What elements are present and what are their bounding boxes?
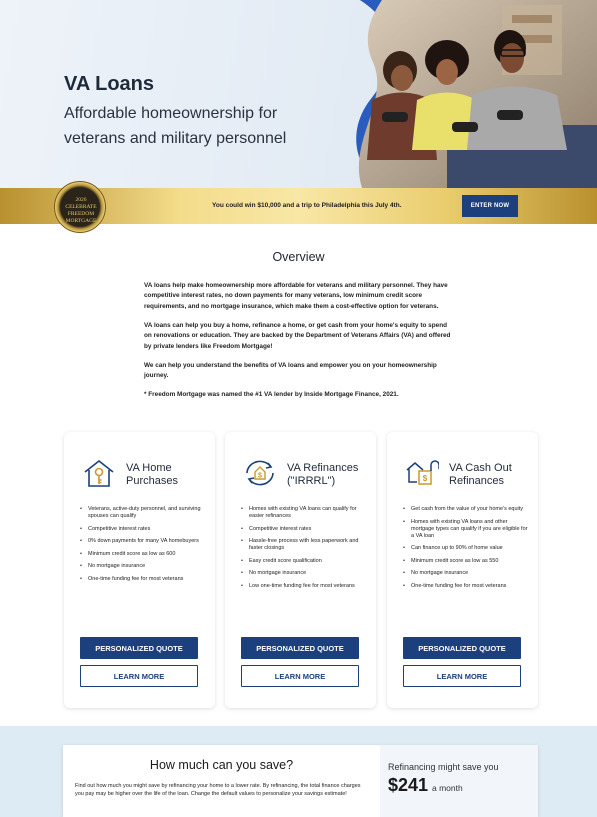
- house-key-icon: [82, 458, 116, 488]
- hero-subtitle: Affordable homeownership for veterans and military personnel: [64, 105, 287, 147]
- list-item: • Veterans, active-duty personnel, and surviving spouses can qualify: [80, 506, 208, 520]
- list-item: • Low one-time funding fee for most veterans: [241, 583, 369, 590]
- personalized-quote-button[interactable]: PERSONALIZED QUOTE: [241, 637, 359, 659]
- card-title: VA Refinances ("IRRRL"): [287, 462, 359, 487]
- learn-more-button[interactable]: LEARN MORE: [403, 665, 521, 687]
- svg-text:$: $: [422, 474, 428, 483]
- learn-more-button[interactable]: LEARN MORE: [80, 665, 198, 687]
- list-item: • Minimum credit score as low as 550: [403, 558, 531, 565]
- card-title: VA Home Purchases: [126, 462, 178, 487]
- overview-heading: Overview: [272, 250, 325, 264]
- list-item: • Homes with existing VA loans can qualify for easier refinances: [241, 506, 369, 520]
- svg-text:$: $: [258, 472, 262, 480]
- list-item: • 0% down payments for many VA homebuyers: [80, 538, 208, 545]
- list-item: • Competitive interest rates: [80, 526, 208, 533]
- refinance-savings-period: a month: [432, 783, 463, 793]
- list-item: • No mortgage insurance: [403, 570, 531, 577]
- list-item: • Get cash from the value of your home's equity: [403, 506, 531, 513]
- refinance-savings-amount: $241: [388, 775, 429, 795]
- enter-now-button[interactable]: ENTER NOW: [462, 195, 518, 217]
- seal-text: 2026 CELEBRATE FREEDOM MORTGAGE: [65, 197, 97, 224]
- card-bullet-list: [241, 506, 369, 595]
- family-gaming-photo: [352, 0, 597, 188]
- savings-description: Find out how much you might save by refinancing your home to a lower rate. By refinancing, the total finance charges you pay may be higher over the life of the loan. Change the default values to personalize your savings estimate!: [75, 783, 361, 798]
- learn-more-button[interactable]: LEARN MORE: [241, 665, 359, 687]
- personalized-quote-button[interactable]: PERSONALIZED QUOTE: [80, 637, 198, 659]
- card-va-refinances: [225, 432, 376, 708]
- list-item: • Competitive interest rates: [241, 526, 369, 533]
- overview-footnote: * Freedom Mortgage was named the #1 VA lender by Inside Mortgage Finance, 2021.: [144, 391, 399, 398]
- card-bullet-list: [403, 506, 531, 595]
- list-item: • Homes with existing VA loans and other mortgage types can qualify if you are eligible for a VA loan: [403, 519, 531, 541]
- card-va-cash-out-refinances: [387, 432, 538, 708]
- list-item: • One-time funding fee for most veterans: [403, 583, 531, 590]
- cash-out-lock-icon: [405, 458, 439, 488]
- list-item: • No mortgage insurance: [80, 563, 208, 570]
- promo-banner-text: You could win $10,000 and a trip to Philadelphia this July 4th.: [212, 202, 402, 209]
- personalized-quote-button[interactable]: PERSONALIZED QUOTE: [403, 637, 521, 659]
- card-va-home-purchases: [64, 432, 215, 708]
- page-title: VA Loans: [64, 73, 155, 95]
- list-item: • Hassle-free process with less paperwork and faster closings: [241, 538, 369, 552]
- list-item: • Easy credit score qualification: [241, 558, 369, 565]
- celebrate-freedom-seal-logo: [54, 181, 106, 233]
- savings-heading: How much can you save?: [149, 758, 294, 772]
- list-item: • One-time funding fee for most veterans: [80, 576, 208, 583]
- list-item: • No mortgage insurance: [241, 570, 369, 577]
- refinance-dollar-icon: [243, 458, 277, 488]
- overview-paragraph: We can help you understand the benefits of VA loans and empower you on your homeownership journey.: [144, 362, 437, 380]
- refinance-savings-label: Refinancing might save you: [388, 762, 499, 772]
- list-item: • Minimum credit score as low as 600: [80, 551, 208, 558]
- hero-section: [0, 0, 597, 188]
- overview-paragraph: VA loans help make homeownership more affordable for veterans and military personnel. They have competitive interest rates, no down payments for many veterans, low minimum credit score requirements, and no mortgage insurance, which make them a cost-effective option for veterans.: [144, 282, 448, 310]
- overview-paragraph: VA loans can help you buy a home, refinance a home, or get cash from your home's equity to spend on renovations or education. They are backed by the Department of Veterans Affairs (VA) and offered by private lenders like Freedom Mortgage!: [144, 322, 451, 350]
- card-title: VA Cash Out Refinances: [449, 462, 512, 487]
- card-bullet-list: [80, 506, 208, 588]
- list-item: • Can finance up to 90% of home value: [403, 545, 531, 552]
